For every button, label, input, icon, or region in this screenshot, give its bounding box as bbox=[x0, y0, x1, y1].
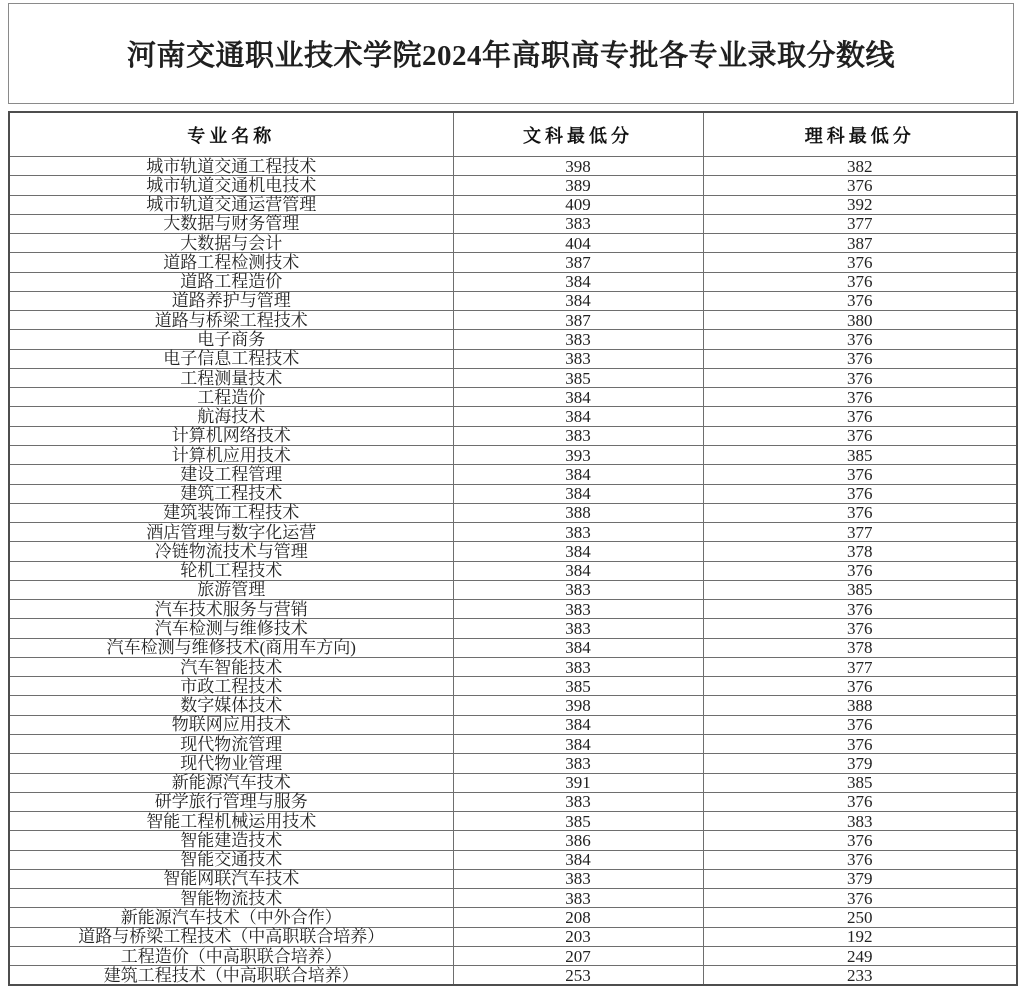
wenke-score-cell: 384 bbox=[453, 638, 703, 657]
wenke-score-cell: 387 bbox=[453, 311, 703, 330]
wenke-score-cell: 383 bbox=[453, 330, 703, 349]
major-name-cell: 汽车检测与维修技术 bbox=[9, 619, 453, 638]
like-score-cell: 385 bbox=[703, 580, 1017, 599]
like-score-cell: 376 bbox=[703, 330, 1017, 349]
major-name-cell: 物联网应用技术 bbox=[9, 715, 453, 734]
like-score-cell: 376 bbox=[703, 792, 1017, 811]
wenke-score-cell: 208 bbox=[453, 908, 703, 927]
major-name-cell: 建设工程管理 bbox=[9, 465, 453, 484]
like-score-cell: 378 bbox=[703, 542, 1017, 561]
table-row bbox=[9, 946, 1017, 965]
wenke-score-cell: 253 bbox=[453, 966, 703, 986]
wenke-score-cell: 384 bbox=[453, 272, 703, 291]
major-name-cell: 酒店管理与数字化运营 bbox=[9, 523, 453, 542]
table-row bbox=[9, 484, 1017, 503]
table-row bbox=[9, 580, 1017, 599]
wenke-score-cell: 383 bbox=[453, 619, 703, 638]
scores-table bbox=[8, 111, 1018, 986]
wenke-score-cell: 207 bbox=[453, 946, 703, 965]
table-row bbox=[9, 812, 1017, 831]
major-name-cell: 建筑装饰工程技术 bbox=[9, 503, 453, 522]
table-row bbox=[9, 773, 1017, 792]
table-row bbox=[9, 850, 1017, 869]
major-name-cell: 航海技术 bbox=[9, 407, 453, 426]
wenke-score-cell: 384 bbox=[453, 407, 703, 426]
major-name-cell: 现代物流管理 bbox=[9, 734, 453, 753]
wenke-score-cell: 385 bbox=[453, 677, 703, 696]
like-score-cell: 380 bbox=[703, 311, 1017, 330]
wenke-score-cell: 383 bbox=[453, 754, 703, 773]
major-name-cell: 现代物业管理 bbox=[9, 754, 453, 773]
wenke-score-cell: 409 bbox=[453, 195, 703, 214]
wenke-score-cell: 384 bbox=[453, 715, 703, 734]
major-name-cell: 城市轨道交通机电技术 bbox=[9, 176, 453, 195]
wenke-score-cell: 384 bbox=[453, 542, 703, 561]
major-name-cell: 旅游管理 bbox=[9, 580, 453, 599]
like-score-cell: 377 bbox=[703, 214, 1017, 233]
table-row bbox=[9, 388, 1017, 407]
table-row bbox=[9, 311, 1017, 330]
major-name-cell: 新能源汽车技术 bbox=[9, 773, 453, 792]
like-score-cell: 376 bbox=[703, 388, 1017, 407]
major-name-cell: 轮机工程技术 bbox=[9, 561, 453, 580]
wenke-score-cell: 383 bbox=[453, 792, 703, 811]
like-score-cell: 376 bbox=[703, 677, 1017, 696]
major-name-cell: 智能工程机械运用技术 bbox=[9, 812, 453, 831]
table-row bbox=[9, 407, 1017, 426]
like-score-cell: 376 bbox=[703, 715, 1017, 734]
major-name-cell: 大数据与财务管理 bbox=[9, 214, 453, 233]
like-score-cell: 376 bbox=[703, 561, 1017, 580]
wenke-score-cell: 384 bbox=[453, 388, 703, 407]
like-score-cell: 377 bbox=[703, 523, 1017, 542]
wenke-score-cell: 384 bbox=[453, 850, 703, 869]
like-score-cell: 376 bbox=[703, 600, 1017, 619]
major-name-cell: 建筑工程技术 bbox=[9, 484, 453, 503]
like-score-cell: 376 bbox=[703, 619, 1017, 638]
major-name-cell: 建筑工程技术（中高职联合培养） bbox=[9, 966, 453, 986]
wenke-score-cell: 383 bbox=[453, 523, 703, 542]
wenke-score-cell: 384 bbox=[453, 465, 703, 484]
table-row bbox=[9, 600, 1017, 619]
wenke-score-cell: 383 bbox=[453, 580, 703, 599]
wenke-score-cell: 383 bbox=[453, 349, 703, 368]
table-header-row bbox=[9, 112, 1017, 157]
like-score-cell: 376 bbox=[703, 272, 1017, 291]
table-row bbox=[9, 523, 1017, 542]
wenke-score-cell: 385 bbox=[453, 368, 703, 387]
table-row bbox=[9, 542, 1017, 561]
major-name-cell: 道路工程检测技术 bbox=[9, 253, 453, 272]
major-name-cell: 城市轨道交通运营管理 bbox=[9, 195, 453, 214]
like-score-cell: 376 bbox=[703, 407, 1017, 426]
title-box bbox=[8, 3, 1014, 104]
table-row bbox=[9, 715, 1017, 734]
table-row bbox=[9, 657, 1017, 676]
column-header-wenke-min: 文科最低分 bbox=[453, 112, 703, 157]
major-name-cell: 汽车技术服务与营销 bbox=[9, 600, 453, 619]
like-score-cell: 250 bbox=[703, 908, 1017, 927]
table-row bbox=[9, 291, 1017, 310]
wenke-score-cell: 383 bbox=[453, 657, 703, 676]
wenke-score-cell: 383 bbox=[453, 889, 703, 908]
table-row bbox=[9, 869, 1017, 888]
table-row bbox=[9, 503, 1017, 522]
major-name-cell: 道路与桥梁工程技术（中高职联合培养） bbox=[9, 927, 453, 946]
like-score-cell: 376 bbox=[703, 850, 1017, 869]
like-score-cell: 233 bbox=[703, 966, 1017, 986]
column-header-like-min: 理科最低分 bbox=[703, 112, 1017, 157]
major-name-cell: 电子信息工程技术 bbox=[9, 349, 453, 368]
wenke-score-cell: 393 bbox=[453, 445, 703, 464]
major-name-cell: 道路与桥梁工程技术 bbox=[9, 311, 453, 330]
table-row bbox=[9, 561, 1017, 580]
major-name-cell: 汽车检测与维修技术(商用车方向) bbox=[9, 638, 453, 657]
wenke-score-cell: 387 bbox=[453, 253, 703, 272]
table-row bbox=[9, 734, 1017, 753]
table-row bbox=[9, 677, 1017, 696]
like-score-cell: 376 bbox=[703, 889, 1017, 908]
major-name-cell: 工程测量技术 bbox=[9, 368, 453, 387]
wenke-score-cell: 388 bbox=[453, 503, 703, 522]
table-row bbox=[9, 214, 1017, 233]
table-row bbox=[9, 792, 1017, 811]
like-score-cell: 249 bbox=[703, 946, 1017, 965]
table-row bbox=[9, 445, 1017, 464]
table-row bbox=[9, 157, 1017, 176]
like-score-cell: 376 bbox=[703, 734, 1017, 753]
major-name-cell: 工程造价 bbox=[9, 388, 453, 407]
table-row bbox=[9, 349, 1017, 368]
table-row bbox=[9, 966, 1017, 986]
wenke-score-cell: 386 bbox=[453, 831, 703, 850]
like-score-cell: 376 bbox=[703, 426, 1017, 445]
like-score-cell: 376 bbox=[703, 465, 1017, 484]
wenke-score-cell: 398 bbox=[453, 696, 703, 715]
wenke-score-cell: 203 bbox=[453, 927, 703, 946]
table-row bbox=[9, 638, 1017, 657]
table-row bbox=[9, 619, 1017, 638]
like-score-cell: 376 bbox=[703, 368, 1017, 387]
table-row bbox=[9, 426, 1017, 445]
wenke-score-cell: 383 bbox=[453, 426, 703, 445]
wenke-score-cell: 385 bbox=[453, 812, 703, 831]
major-name-cell: 计算机应用技术 bbox=[9, 445, 453, 464]
like-score-cell: 379 bbox=[703, 754, 1017, 773]
wenke-score-cell: 391 bbox=[453, 773, 703, 792]
table-row bbox=[9, 696, 1017, 715]
table-row bbox=[9, 330, 1017, 349]
wenke-score-cell: 389 bbox=[453, 176, 703, 195]
like-score-cell: 192 bbox=[703, 927, 1017, 946]
wenke-score-cell: 383 bbox=[453, 214, 703, 233]
table-row bbox=[9, 927, 1017, 946]
table-row bbox=[9, 908, 1017, 927]
like-score-cell: 385 bbox=[703, 773, 1017, 792]
table-row bbox=[9, 368, 1017, 387]
major-name-cell: 冷链物流技术与管理 bbox=[9, 542, 453, 561]
major-name-cell: 市政工程技术 bbox=[9, 677, 453, 696]
table-row bbox=[9, 831, 1017, 850]
major-name-cell: 大数据与会计 bbox=[9, 234, 453, 253]
major-name-cell: 研学旅行管理与服务 bbox=[9, 792, 453, 811]
like-score-cell: 378 bbox=[703, 638, 1017, 657]
table-row bbox=[9, 176, 1017, 195]
wenke-score-cell: 384 bbox=[453, 561, 703, 580]
table-row bbox=[9, 754, 1017, 773]
like-score-cell: 376 bbox=[703, 253, 1017, 272]
table-row bbox=[9, 195, 1017, 214]
like-score-cell: 376 bbox=[703, 831, 1017, 850]
table-row bbox=[9, 889, 1017, 908]
table-row bbox=[9, 272, 1017, 291]
like-score-cell: 376 bbox=[703, 176, 1017, 195]
like-score-cell: 392 bbox=[703, 195, 1017, 214]
wenke-score-cell: 404 bbox=[453, 234, 703, 253]
like-score-cell: 385 bbox=[703, 445, 1017, 464]
wenke-score-cell: 383 bbox=[453, 869, 703, 888]
wenke-score-cell: 384 bbox=[453, 484, 703, 503]
table-body bbox=[9, 157, 1017, 986]
like-score-cell: 376 bbox=[703, 291, 1017, 310]
like-score-cell: 379 bbox=[703, 869, 1017, 888]
like-score-cell: 383 bbox=[703, 812, 1017, 831]
like-score-cell: 376 bbox=[703, 484, 1017, 503]
major-name-cell: 工程造价（中高职联合培养） bbox=[9, 946, 453, 965]
wenke-score-cell: 384 bbox=[453, 291, 703, 310]
wenke-score-cell: 384 bbox=[453, 734, 703, 753]
major-name-cell: 道路工程造价 bbox=[9, 272, 453, 291]
major-name-cell: 汽车智能技术 bbox=[9, 657, 453, 676]
table-row bbox=[9, 234, 1017, 253]
like-score-cell: 388 bbox=[703, 696, 1017, 715]
wenke-score-cell: 398 bbox=[453, 157, 703, 176]
table-row bbox=[9, 465, 1017, 484]
table-row bbox=[9, 253, 1017, 272]
major-name-cell: 智能网联汽车技术 bbox=[9, 869, 453, 888]
major-name-cell: 城市轨道交通工程技术 bbox=[9, 157, 453, 176]
major-name-cell: 道路养护与管理 bbox=[9, 291, 453, 310]
major-name-cell: 新能源汽车技术（中外合作） bbox=[9, 908, 453, 927]
like-score-cell: 377 bbox=[703, 657, 1017, 676]
column-header-major: 专业名称 bbox=[9, 112, 453, 157]
major-name-cell: 计算机网络技术 bbox=[9, 426, 453, 445]
page-title: 河南交通职业技术学院2024年高职高专批各专业录取分数线 bbox=[126, 40, 895, 72]
major-name-cell: 智能物流技术 bbox=[9, 889, 453, 908]
major-name-cell: 智能交通技术 bbox=[9, 850, 453, 869]
like-score-cell: 376 bbox=[703, 503, 1017, 522]
major-name-cell: 数字媒体技术 bbox=[9, 696, 453, 715]
major-name-cell: 电子商务 bbox=[9, 330, 453, 349]
major-name-cell: 智能建造技术 bbox=[9, 831, 453, 850]
wenke-score-cell: 383 bbox=[453, 600, 703, 619]
like-score-cell: 382 bbox=[703, 157, 1017, 176]
like-score-cell: 387 bbox=[703, 234, 1017, 253]
like-score-cell: 376 bbox=[703, 349, 1017, 368]
